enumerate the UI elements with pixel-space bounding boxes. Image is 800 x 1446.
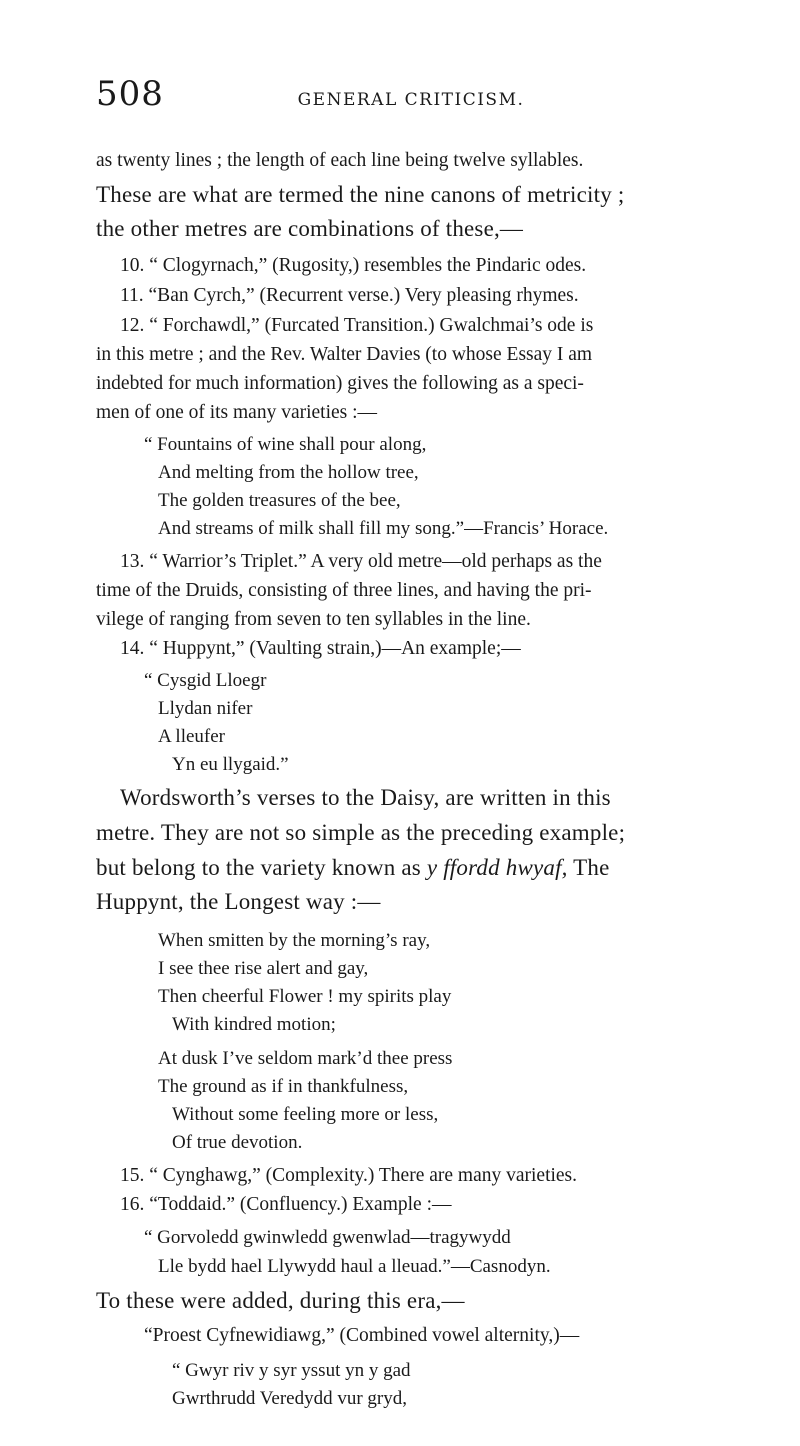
verse-line: Llydan nifer	[158, 698, 253, 719]
text-line: the other metres are combinations of these,—	[96, 216, 524, 241]
verse-line: The ground as if in thankfulness,	[158, 1076, 409, 1097]
running-head: GENERAL CRITICISM.	[297, 90, 525, 110]
text-line: indebted for much information) gives the following as a speci-	[96, 373, 584, 394]
verse-line: “ Gwyr riv y syr yssut yn y gad	[172, 1360, 411, 1381]
page-header	[96, 74, 726, 124]
text-line: The	[567, 855, 610, 880]
text-line: men of one of its many varieties :—	[96, 402, 378, 423]
verse-line: “ Fountains of wine shall pour along,	[144, 434, 427, 455]
verse-line: With kindred motion;	[172, 1014, 336, 1035]
verse-line: “ Cysgid Lloegr	[144, 670, 267, 691]
text-line: as twenty lines ; the length of each line being twelve syllables.	[96, 150, 584, 171]
text-line: metre. They are not so simple as the preceding example;	[96, 820, 626, 845]
verse-line: And streams of milk shall fill my song.”—Francis’ Horace.	[158, 518, 609, 539]
text-line: 12. “ Forchawdl,” (Furcated Transition.) Gwalchmai’s ode is	[120, 315, 594, 336]
text-line: 15. “ Cynghawg,” (Complexity.) There are many varieties.	[120, 1165, 578, 1186]
text-line: in this metre ; and the Rev. Walter Davies (to whose Essay I am	[96, 344, 593, 365]
text-line: These are what are termed the nine canons of metricity ;	[96, 182, 625, 207]
verse-line: At dusk I’ve seldom mark’d thee press	[158, 1048, 453, 1069]
text-line: 14. “ Huppynt,” (Vaulting strain,)—An example;—	[120, 638, 521, 659]
verse-line: A lleufer	[158, 726, 226, 747]
text-line: 16. “Toddaid.” (Confluency.) Example :—	[120, 1194, 452, 1215]
verse-line: When smitten by the morning’s ray,	[158, 930, 431, 951]
italic-phrase: y ffordd hwyaf,	[426, 855, 568, 880]
text-line: Huppynt, the Longest way :—	[96, 889, 381, 914]
verse-line: “ Gorvoledd gwinwledd gwenwlad—tragywydd	[144, 1227, 511, 1248]
text-line: 11. “Ban Cyrch,” (Recurrent verse.) Very pleasing rhymes.	[120, 285, 579, 306]
verse-line: Gwrthrudd Veredydd vur gryd,	[172, 1388, 407, 1409]
verse-line: The golden treasures of the bee,	[158, 490, 401, 511]
verse-line: I see thee rise alert and gay,	[158, 958, 369, 979]
text-line: 13. “ Warrior’s Triplet.” A very old metre—old perhaps as the	[120, 551, 602, 572]
verse-line: Then cheerful Flower ! my spirits play	[158, 986, 452, 1007]
verse-line: Lle bydd hael Llywydd haul a lleuad.”—Casnodyn.	[158, 1256, 551, 1277]
page-number: 508	[96, 74, 164, 114]
verse-line: Without some feeling more or less,	[172, 1104, 439, 1125]
verse-line: And melting from the hollow tree,	[158, 462, 419, 483]
text-line: time of the Druids, consisting of three lines, and having the pri-	[96, 580, 592, 601]
text-line: To these were added, during this era,—	[96, 1288, 465, 1313]
text-line: 10. “ Clogyrnach,” (Rugosity,) resembles the Pindaric odes.	[120, 255, 587, 276]
text-line: vilege of ranging from seven to ten syllables in the line.	[96, 609, 531, 630]
text-line: “Proest Cyfnewidiawg,” (Combined vowel alternity,)—	[144, 1325, 580, 1346]
text-line: but belong to the variety known as	[96, 855, 427, 880]
text-line: Wordsworth’s verses to the Daisy, are written in this	[120, 785, 611, 810]
verse-line: Of true devotion.	[172, 1132, 303, 1153]
verse-line: Yn eu llygaid.”	[172, 754, 289, 775]
